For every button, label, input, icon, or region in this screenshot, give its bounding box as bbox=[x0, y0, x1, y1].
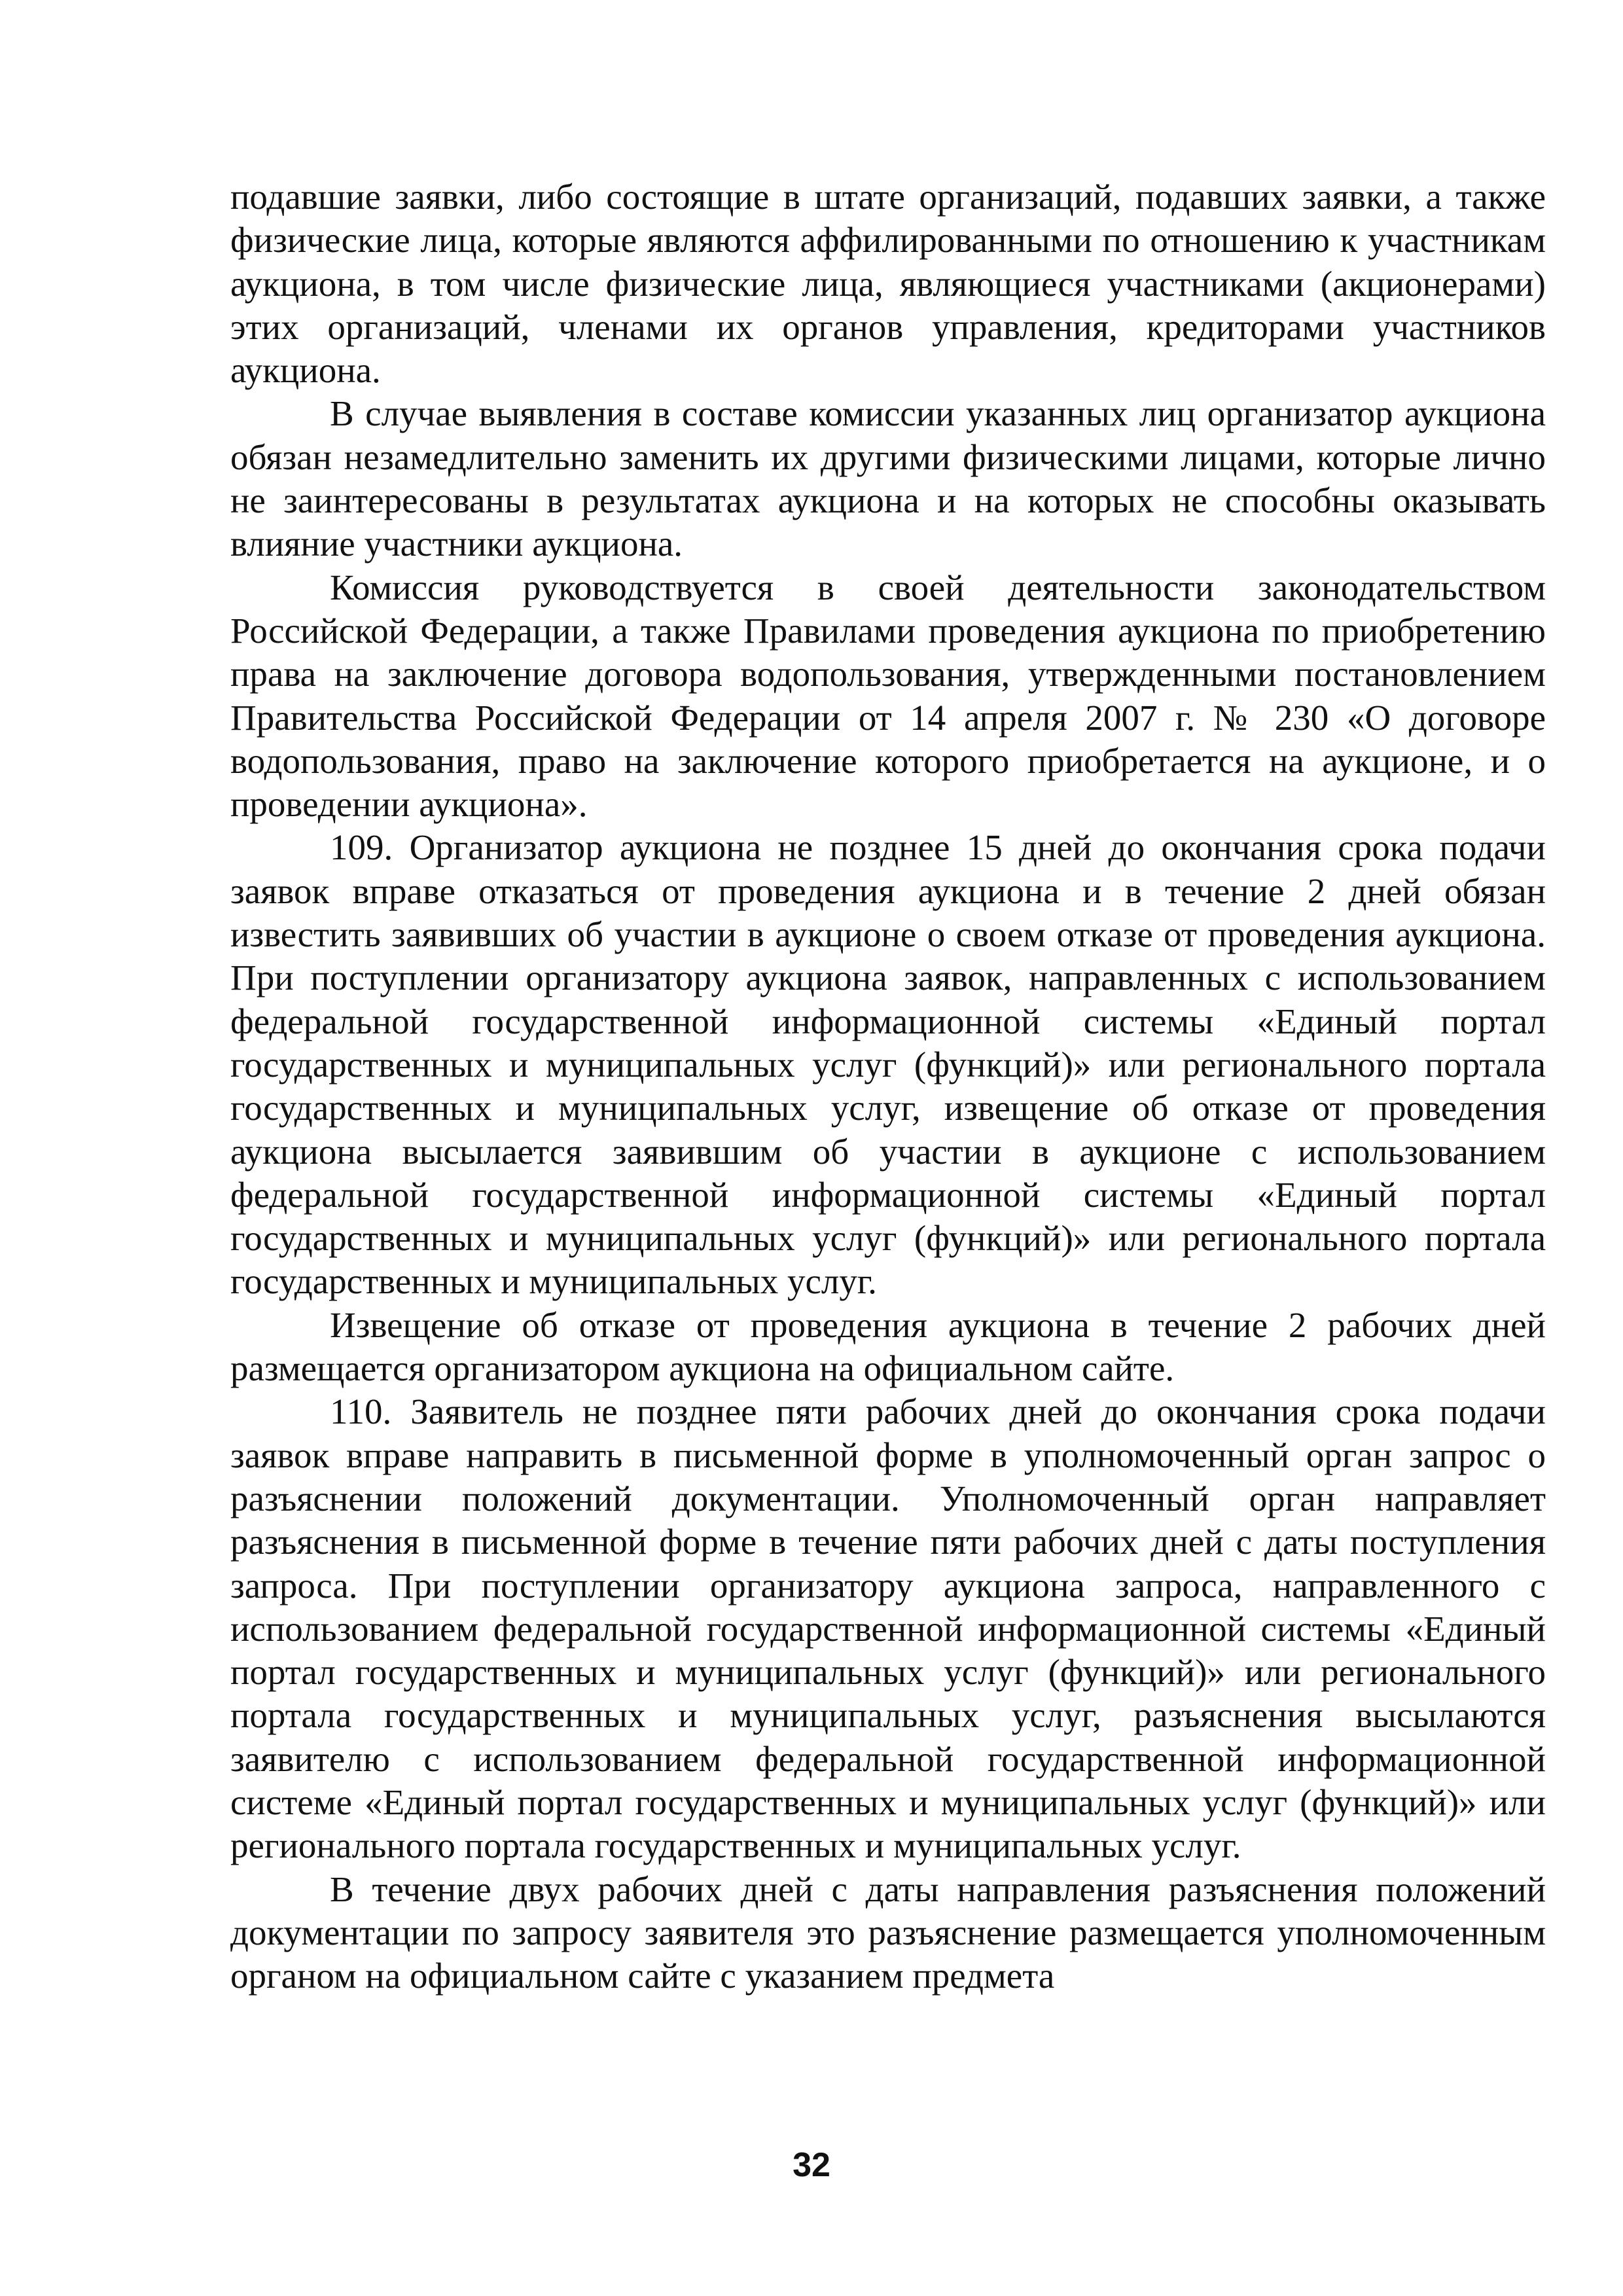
paragraph-refusal-notice: Извещение об отказе от проведения аукциона в течение 2 рабочих дней размещается организатором аукциона на официальном сайте. bbox=[230, 1304, 1546, 1389]
paragraph-commission-legislation: Комиссия руководствуется в своей деятельности законодательством Российской Федерации, а также Правилами проведения аукциона по приобретению права на заключение договора водопользования, утвержденными постановлением Правительства Российской Федерации от 14 апреля 2007 г. № 230 «О договоре водопользования, право на заключение которого приобретается на аукционе, и о проведении аукциона». bbox=[230, 567, 1546, 825]
paragraph-commission-replacement: В случае выявления в составе комиссии указанных лиц организатор аукциона обязан незамедлительно заменить их другими физическими лицами, которые лично не заинтересованы в результатах аукциона и на которых не способны оказывать влияние участники аукциона. bbox=[230, 393, 1546, 564]
document-body bbox=[230, 175, 1546, 1998]
paragraph-clarification-posting: В течение двух рабочих дней с даты направления разъяснения положений документации по запросу заявителя это разъяснение размещается уполномоченным органом на официальном сайте с указанием предмета bbox=[230, 1869, 1546, 1996]
page-number: 32 bbox=[793, 2146, 830, 2184]
paragraph-clause-109: 109. Организатор аукциона не позднее 15 дней до окончания срока подачи заявок вправе отказаться от проведения аукциона и в течение 2 дней обязан известить заявивших об участии в аукционе о своем отказе от проведения аукциона. При поступлении организатору аукциона заявок, направленных с использованием федеральной государственной информационной системы «Единый портал государственных и муниципальных услуг (функций)» или регионального портала государственных и муниципальных услуг, извещение об отказе от проведения аукциона высылается заявившим об участии в аукционе с использованием федеральной государственной информационной системы «Единый портал государственных и муниципальных услуг (функций)» или регионального портала государственных и муниципальных услуг. bbox=[230, 827, 1546, 1302]
paragraph-clause-110: 110. Заявитель не позднее пяти рабочих дней до окончания срока подачи заявок вправе направить в письменной форме в уполномоченный орган запрос о разъяснении положений документации. Уполномоченный орган направляет разъяснения в письменной форме в течение пяти рабочих дней с даты поступления запроса. При поступлении организатору аукциона запроса, направленного с использованием федеральной государственной информационной системы «Единый портал государственных и муниципальных услуг (функций)» или регионального портала государственных и муниципальных услуг, разъяснения высылаются заявителю с использованием федеральной государственной информационной системе «Единый портал государственных и муниципальных услуг (функций)» или регионального портала государственных и муниципальных услуг. bbox=[230, 1391, 1546, 1866]
paragraph-continuation: подавшие заявки, либо состоящие в штате организаций, подавших заявки, а также физические лица, которые являются аффилированными по отношению к участникам аукциона, в том числе физические лица, являющиеся участниками (акционерами) этих организаций, членами их органов управления, кредиторами участников аукциона. bbox=[230, 177, 1546, 391]
